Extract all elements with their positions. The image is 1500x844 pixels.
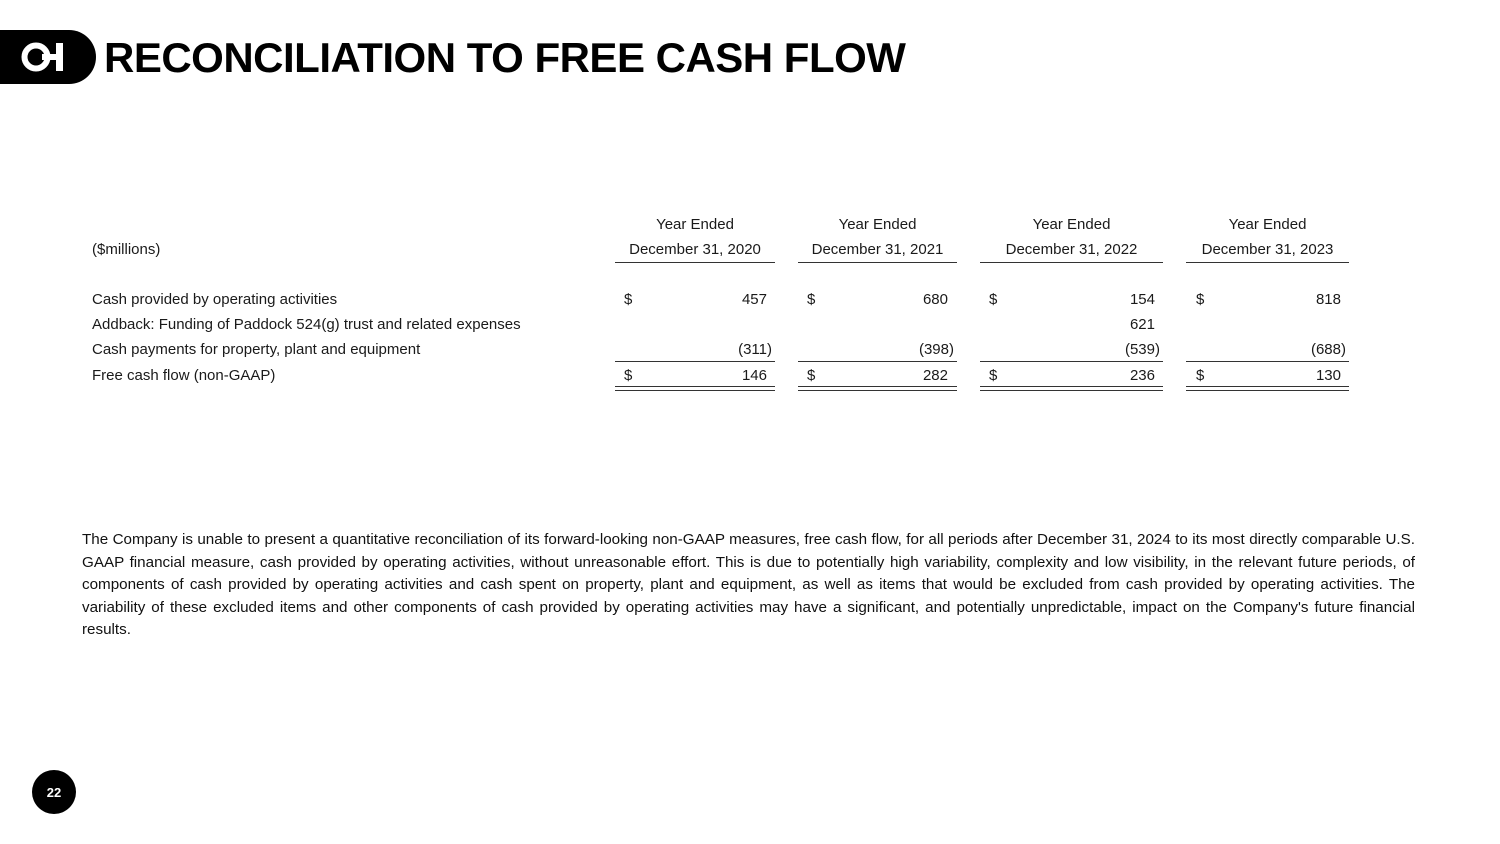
column-header-line1: Year Ended xyxy=(656,216,734,233)
table-cell: (398) xyxy=(918,341,954,358)
table-cell: 680 xyxy=(922,291,948,308)
total-double-rule xyxy=(798,386,957,391)
page-title: RECONCILIATION TO FREE CASH FLOW xyxy=(104,34,906,81)
column-header-line1: Year Ended xyxy=(838,216,917,233)
page-number-badge xyxy=(32,770,76,814)
subtotal-rule xyxy=(615,361,775,362)
table-cell: (539) xyxy=(1124,341,1160,358)
column-header-line2: December 31, 2022 xyxy=(1005,241,1138,258)
table-cell: 130 xyxy=(1315,367,1341,384)
dollar-sign: $ xyxy=(989,291,998,308)
row-label: Free cash flow (non-GAAP) xyxy=(92,367,276,384)
dollar-sign: $ xyxy=(1196,291,1205,308)
table-cell: (688) xyxy=(1310,341,1346,358)
subtotal-rule xyxy=(798,361,957,362)
column-header-line1: Year Ended xyxy=(1032,216,1111,233)
dollar-sign: $ xyxy=(624,291,633,308)
dollar-sign: $ xyxy=(989,367,998,384)
table-cell: 282 xyxy=(922,367,948,384)
unit-label: ($millions) xyxy=(92,241,161,258)
subtotal-rule xyxy=(980,361,1163,362)
row-label: Addback: Funding of Paddock 524(g) trust and related expenses xyxy=(92,316,521,333)
total-double-rule xyxy=(980,386,1163,391)
dollar-sign: $ xyxy=(807,291,816,308)
table-cell: 146 xyxy=(741,367,767,384)
column-header-line2: December 31, 2021 xyxy=(811,241,944,258)
header-rule xyxy=(798,262,957,263)
total-double-rule xyxy=(1186,386,1349,391)
table-cell: (311) xyxy=(738,341,772,358)
disclaimer-paragraph: The Company is unable to present a quantitative reconciliation of its forward-looking non-GAAP measures, free cash flow, for all periods after December 31, 2024 to its most directly comparable U.S. GAAP financial measure, cash provided by operating activities, without unreasonable effort. This is due to potentially high variability, complexity and low visibility, in the relevant future periods, of components of cash provided by operating activities and cash spent on property, plant and equipment, as well as items that would be excluded from cash provided by operating activities. The variability of these excluded items and other components of cash provided by operating activities may have a significant, and potentially unpredictable, impact on the Company's future financial results. xyxy=(82,531,1415,639)
column-header-line1: Year Ended xyxy=(1228,216,1307,233)
table-cell: 154 xyxy=(1129,291,1155,308)
subtotal-rule xyxy=(1186,361,1349,362)
header-rule xyxy=(980,262,1163,263)
dollar-sign: $ xyxy=(1196,367,1205,384)
column-header-line2: December 31, 2023 xyxy=(1201,241,1334,258)
table-cell: 818 xyxy=(1315,291,1341,308)
page-number: 22 xyxy=(46,784,62,800)
row-label: Cash payments for property, plant and equipment xyxy=(92,341,421,358)
table-cell: 236 xyxy=(1129,367,1155,384)
o-i-logo-icon xyxy=(20,40,78,74)
row-label: Cash provided by operating activities xyxy=(92,291,338,308)
column-header-line2: December 31, 2020 xyxy=(629,241,761,258)
table-cell: 457 xyxy=(741,291,767,308)
dollar-sign: $ xyxy=(624,367,633,384)
table-cell: 621 xyxy=(1129,316,1155,333)
total-double-rule xyxy=(615,386,775,391)
header-rule xyxy=(1186,262,1349,263)
dollar-sign: $ xyxy=(807,367,816,384)
header-rule xyxy=(615,262,775,263)
